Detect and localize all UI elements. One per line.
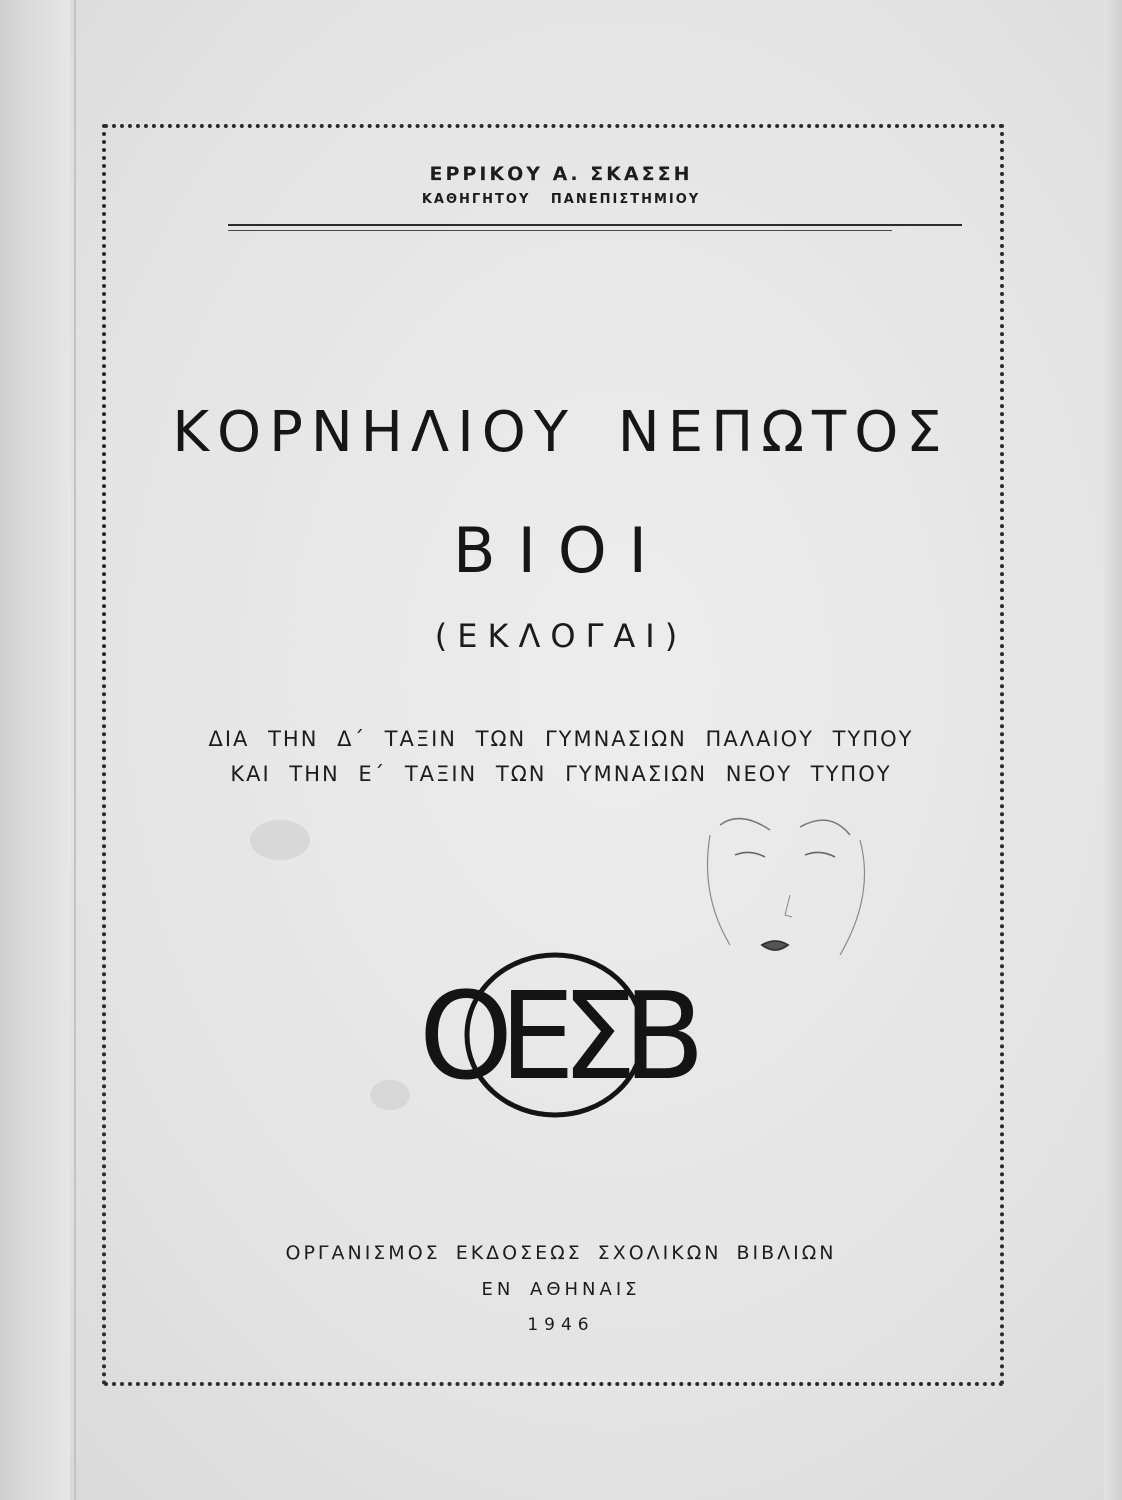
- publication-year: 1946: [527, 1315, 595, 1335]
- dotted-border-top: [104, 124, 1004, 128]
- book-selections-label: (ΕΚΛΟΓΑΙ): [434, 617, 688, 655]
- header-rule: [228, 224, 962, 226]
- paper-stain: [370, 1080, 410, 1110]
- paper-stain: [250, 820, 310, 860]
- dotted-border-bottom: [104, 1382, 1004, 1386]
- face-sketch-icon: [700, 805, 880, 975]
- publication-place: ΕΝ ΑΘΗΝΑΙΣ: [481, 1279, 641, 1300]
- book-subtitle: ΒΙΟΙ: [453, 514, 669, 587]
- author-name: ΕΡΡΙΚΟΥ Α. ΣΚΑΣΣΗ: [429, 163, 693, 185]
- book-title: ΚΟΡΝΗΛΙΟΥ ΝΕΠΩΤΟΣ: [172, 400, 950, 465]
- dotted-border-right: [1000, 124, 1004, 1386]
- oesb-logo: [418, 950, 692, 1120]
- publisher-name: ΟΡΓΑΝΙΣΜΟΣ ΕΚΔΟΣΕΩΣ ΣΧΟΛΙΚΩΝ ΒΙΒΛΙΩΝ: [285, 1242, 837, 1264]
- description-line-2: ΚΑΙ ΤΗΝ Ε΄ ΤΑΞΙΝ ΤΩΝ ΓΥΜΝΑΣΙΩΝ ΝΕΟΥ ΤΥΠΟΥ: [230, 762, 892, 786]
- dotted-border-left: [102, 124, 106, 1386]
- logo-lettering: ΟΕΣΒ: [418, 968, 692, 1107]
- author-title: ΚΑΘΗΓΗΤΟΥ ΠΑΝΕΠΙΣΤΗΜΙΟΥ: [421, 192, 701, 207]
- description-line-1: ΔΙΑ ΤΗΝ Δ΄ ΤΑΞΙΝ ΤΩΝ ΓΥΜΝΑΣΙΩΝ ΠΑΛΑΙΟΥ ΤΥΠΟΥ: [208, 727, 914, 751]
- header-rule-thin: [228, 230, 892, 231]
